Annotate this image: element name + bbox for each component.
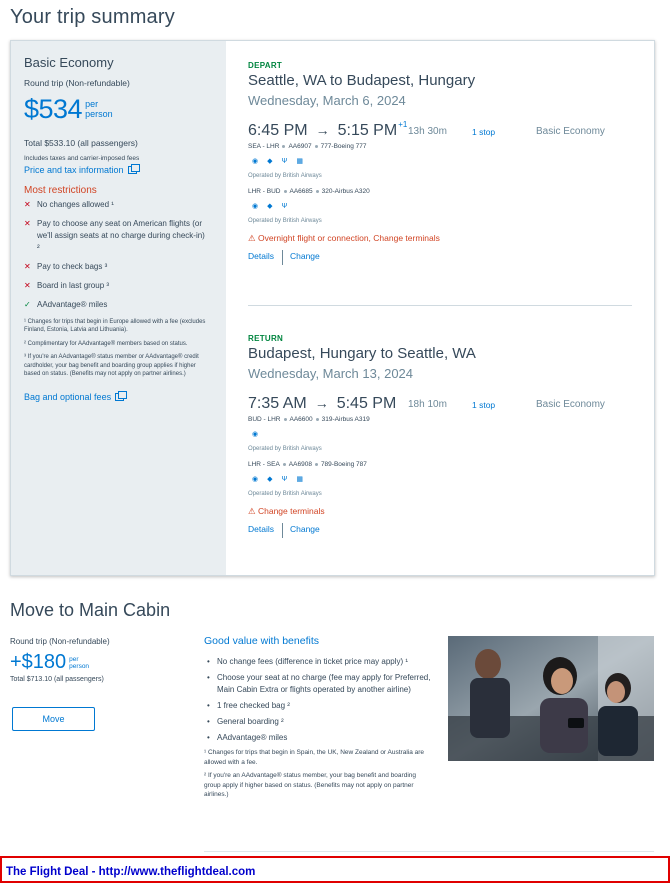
main-cabin-price bbox=[10, 637, 190, 683]
arrow-right-icon: → bbox=[314, 395, 329, 411]
wifi-icon[interactable]: ◉ bbox=[252, 157, 259, 165]
source-banner bbox=[0, 856, 670, 883]
flight-leg bbox=[248, 143, 648, 150]
leg-aircraft: 320-Airbus A320 bbox=[321, 188, 370, 195]
segment-warning bbox=[248, 506, 648, 517]
leg-flight-number: AA6685 bbox=[289, 188, 313, 195]
change-link[interactable]: Change bbox=[289, 251, 320, 261]
power-outlet-icon[interactable]: ◆ bbox=[267, 475, 273, 483]
fare-footnotes bbox=[24, 318, 226, 378]
arrow-right-icon: → bbox=[315, 122, 330, 138]
amenities bbox=[252, 430, 648, 439]
benefits-title: Good value with benefits bbox=[204, 635, 319, 647]
action-separator bbox=[282, 523, 283, 538]
power-outlet-icon[interactable]: ◆ bbox=[267, 202, 273, 210]
leg-flight-number: AA6600 bbox=[289, 416, 313, 423]
separator-dot bbox=[316, 190, 319, 193]
fare-name: Basic Economy bbox=[24, 55, 114, 70]
departure-time: 7:35 AM bbox=[248, 395, 307, 412]
main-cabin-price-amount: +$180 bbox=[10, 651, 67, 673]
depart-date: Wednesday, March 6, 2024 bbox=[248, 93, 406, 108]
amenities bbox=[252, 202, 648, 211]
price-amount: $534 bbox=[24, 94, 83, 124]
leg-route: SEA - LHR bbox=[248, 143, 280, 150]
restriction-item bbox=[24, 261, 226, 273]
separator-dot bbox=[283, 463, 286, 466]
restriction-text: Pay to choose any seat on American flights (or we'll assign seats at no charge during check-in) ² bbox=[37, 219, 205, 252]
entertainment-icon[interactable]: ▦ bbox=[296, 475, 303, 483]
leg-route: LHR - BUD bbox=[248, 188, 281, 195]
separator-dot bbox=[284, 190, 287, 193]
amenities bbox=[252, 475, 648, 484]
operated-by: Operated by British Airways bbox=[248, 218, 322, 224]
return-date: Wednesday, March 13, 2024 bbox=[248, 366, 414, 381]
move-button[interactable]: Move bbox=[12, 707, 95, 731]
benefit-item bbox=[207, 716, 434, 728]
usb-icon[interactable]: Ψ bbox=[281, 475, 288, 483]
leg-aircraft: 789-Boeing 787 bbox=[320, 461, 367, 468]
operated-by: Operated by British Airways bbox=[248, 491, 322, 497]
arrival-time: 5:15 PM bbox=[337, 122, 398, 139]
restriction-text: No changes allowed ¹ bbox=[37, 200, 114, 209]
usb-icon[interactable]: Ψ bbox=[281, 157, 288, 165]
separator-dot bbox=[315, 463, 318, 466]
source-banner-text: The Flight Deal - http://www.theflightdeal.com bbox=[6, 866, 256, 878]
return-times bbox=[248, 395, 648, 415]
flight-duration: 13h 30m bbox=[408, 126, 447, 137]
depart-label: DEPART bbox=[248, 61, 283, 70]
operated-by: Operated by British Airways bbox=[248, 446, 322, 452]
footnote: ¹ Changes for trips that begin in Spain, the UK, New Zealand or Australia are allowed with a fee. bbox=[204, 749, 425, 766]
bullet: • bbox=[207, 657, 210, 666]
restriction-text: Board in last group ³ bbox=[37, 281, 110, 290]
action-separator bbox=[282, 250, 283, 265]
benefits-footnotes bbox=[204, 748, 434, 800]
main-cabin-per-person: per person bbox=[69, 656, 90, 670]
benefit-item bbox=[207, 656, 434, 668]
depart-segment bbox=[248, 61, 648, 265]
departure-time: 6:45 PM bbox=[248, 122, 308, 139]
price-per-person: per person bbox=[85, 99, 113, 119]
benefit-text: 1 free checked bag ² bbox=[217, 701, 290, 710]
main-cabin-total: Total $713.10 (all passengers) bbox=[10, 676, 104, 683]
restriction-item bbox=[24, 218, 226, 254]
leg-aircraft: 777-Boeing 777 bbox=[320, 143, 367, 150]
price-tax-info-link[interactable]: Price and tax information bbox=[24, 165, 124, 175]
bullet: • bbox=[207, 717, 210, 726]
bullet: • bbox=[207, 673, 210, 682]
warning-icon: ⚠ bbox=[248, 233, 258, 243]
operated-by: Operated by British Airways bbox=[248, 173, 322, 179]
warning-icon: ⚠ bbox=[248, 506, 258, 516]
includes-taxes-note: Includes taxes and carrier-imposed fees bbox=[24, 155, 140, 162]
wifi-icon[interactable]: ◉ bbox=[252, 475, 259, 483]
benefit-item bbox=[207, 700, 434, 712]
x-icon: ✕ bbox=[24, 200, 31, 209]
bag-fees-link[interactable]: Bag and optional fees bbox=[24, 392, 112, 403]
main-cabin-trip-type: Round trip (Non-refundable) bbox=[10, 637, 110, 646]
segment-actions bbox=[248, 247, 648, 265]
main-cabin-title: Move to Main Cabin bbox=[10, 600, 171, 620]
details-link[interactable]: Details bbox=[248, 251, 274, 261]
leg-flight-number: AA6907 bbox=[288, 143, 312, 150]
warning-text: Overnight flight or connection, Change terminals bbox=[257, 233, 440, 243]
return-segment bbox=[248, 334, 648, 538]
footnote: ² Complimentary for AAdvantage® members based on status. bbox=[24, 340, 188, 347]
footnote: ¹ Changes for trips that begin in Europe allowed with a fee (excludes Finland, Estonia, Latvia and Lithuania). bbox=[24, 319, 206, 334]
flight-leg bbox=[248, 416, 648, 423]
benefit-text: General boarding ² bbox=[217, 717, 284, 726]
benefit-item bbox=[207, 672, 434, 696]
restriction-text: Pay to check bags ³ bbox=[37, 262, 108, 271]
footnote: ³ If you're an AAdvantage® status member or AAdvantage® credit cardholder, your bag benefit and boarding group applies if higher based on status. (Benefits may not apply on partner airlines.) bbox=[24, 354, 199, 378]
depart-times bbox=[248, 122, 648, 142]
flight-leg bbox=[248, 461, 648, 468]
fare-summary-panel bbox=[11, 41, 226, 575]
new-window-icon bbox=[115, 393, 124, 401]
stops-link[interactable]: 1 stop bbox=[472, 400, 496, 410]
section-divider bbox=[204, 851, 654, 852]
change-link[interactable]: Change bbox=[289, 524, 320, 534]
flight-duration: 18h 10m bbox=[408, 399, 447, 410]
trip-summary-card bbox=[10, 40, 655, 576]
restriction-item bbox=[24, 299, 226, 311]
trip-type: Round trip (Non-refundable) bbox=[24, 78, 130, 88]
flight-leg bbox=[248, 188, 648, 195]
leg-route: BUD - LHR bbox=[248, 416, 281, 423]
benefits-list bbox=[207, 656, 434, 744]
main-cabin-benefits bbox=[204, 635, 434, 800]
travelers-photo bbox=[448, 636, 654, 761]
x-icon: ✕ bbox=[24, 219, 31, 228]
power-outlet-icon[interactable]: ◆ bbox=[267, 157, 273, 165]
x-icon: ✕ bbox=[24, 262, 31, 271]
bullet: • bbox=[207, 733, 210, 742]
benefit-text: Choose your seat at no charge (fee may apply for Preferred, Main Cabin Extra or flights operated by another airline) bbox=[217, 673, 431, 694]
segment-warning bbox=[248, 233, 648, 244]
segment-actions bbox=[248, 520, 648, 538]
check-icon: ✓ bbox=[24, 300, 31, 309]
leg-aircraft: 319-Airbus A319 bbox=[321, 416, 370, 423]
next-day-indicator[interactable]: +1 bbox=[398, 120, 408, 129]
separator-dot bbox=[315, 145, 318, 148]
restriction-item bbox=[24, 280, 226, 292]
wifi-icon[interactable]: ◉ bbox=[252, 202, 259, 210]
separator-dot bbox=[316, 418, 319, 421]
wifi-icon[interactable]: ◉ bbox=[252, 430, 259, 438]
details-link[interactable]: Details bbox=[248, 524, 274, 534]
bullet: • bbox=[207, 701, 210, 710]
footnote: ² If you're an AAdvantage® status member, your bag benefit and boarding group apply if higher based on status. (Benefits may not apply on partner airlines.) bbox=[204, 772, 416, 798]
total-price: Total $533.10 (all passengers) bbox=[24, 138, 138, 148]
fare-price bbox=[24, 92, 226, 126]
cabin-class: Basic Economy bbox=[536, 126, 605, 137]
warning-text: Change terminals bbox=[257, 506, 325, 516]
x-icon: ✕ bbox=[24, 281, 31, 290]
segment-divider bbox=[248, 305, 632, 306]
leg-route: LHR - SEA bbox=[248, 461, 280, 468]
benefit-text: No change fees (difference in ticket price may apply) ¹ bbox=[217, 657, 409, 666]
entertainment-icon[interactable]: ▦ bbox=[296, 157, 303, 165]
usb-icon[interactable]: Ψ bbox=[281, 202, 288, 210]
amenities bbox=[252, 157, 648, 166]
return-label: RETURN bbox=[248, 334, 284, 343]
separator-dot bbox=[284, 418, 287, 421]
leg-flight-number: AA6908 bbox=[288, 461, 312, 468]
stops-link[interactable]: 1 stop bbox=[472, 127, 496, 137]
cabin-class: Basic Economy bbox=[536, 399, 605, 410]
return-route: Budapest, Hungary to Seattle, WA bbox=[248, 345, 476, 362]
benefit-item bbox=[207, 732, 434, 744]
arrival-time: 5:45 PM bbox=[336, 395, 397, 412]
depart-route: Seattle, WA to Budapest, Hungary bbox=[248, 72, 476, 89]
restrictions-title: Most restrictions bbox=[24, 185, 97, 196]
itinerary-panel bbox=[226, 41, 654, 575]
restriction-item bbox=[24, 199, 226, 211]
restriction-text: AAdvantage® miles bbox=[37, 300, 108, 309]
benefit-text: AAdvantage® miles bbox=[217, 733, 288, 742]
new-window-icon bbox=[128, 166, 137, 174]
page-title: Your trip summary bbox=[10, 6, 175, 28]
separator-dot bbox=[282, 145, 285, 148]
restrictions-list bbox=[24, 199, 226, 311]
